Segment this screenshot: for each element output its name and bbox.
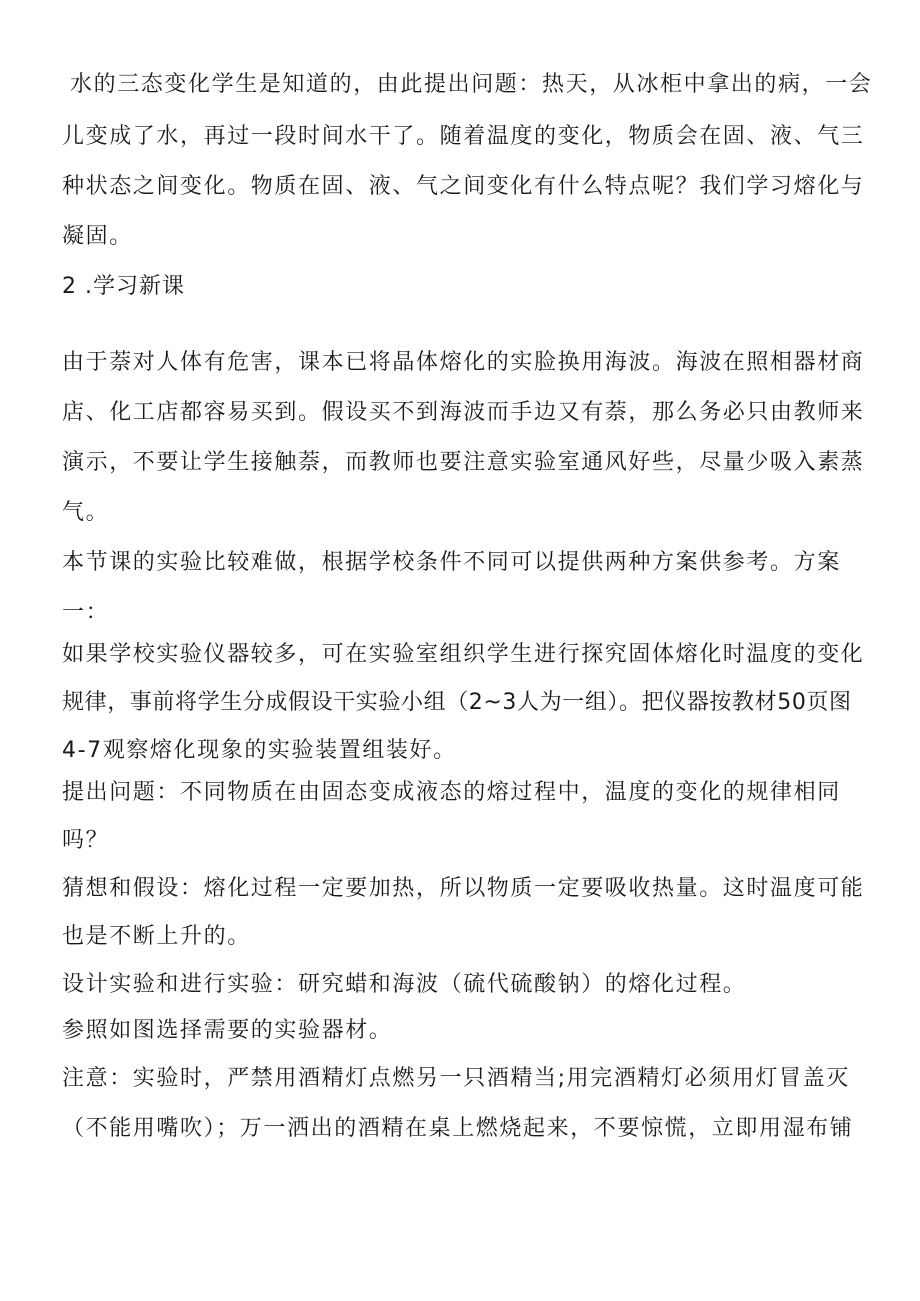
paragraph-line: 也是不断上升的。: [62, 924, 251, 949]
paragraph-line: 提出问题：不同物质在由固态变成液态的熔过程中，温度的变化的规律相同: [62, 780, 841, 805]
paragraph-line: 气。: [62, 500, 110, 525]
section-heading: 2 .学习新课: [62, 274, 185, 299]
paragraph-line: 演示，不要让学生接触萘，而教师也要注意实验室通风好些，尽量少吸入素蒸: [62, 450, 865, 475]
paragraph-line: 设计实验和进行实验：研究蜡和海波（硫代硫酸钠）的熔化过程。: [62, 972, 747, 997]
paragraph-line: 本节课的实验比较难做，根据学校条件不同可以提供两种方案供参考。方案: [62, 550, 841, 575]
paragraph-line: 猜想和假设：熔化过程一定要加热，所以物质一定要吸收热量。这时温度可能: [62, 876, 865, 901]
paragraph-line: 店、化工店都容易买到。假设买不到海波而手边又有萘，那么务必只由教师来: [62, 400, 865, 425]
paragraph-line: 由于萘对人体有危害，课本已将晶体熔化的实脸换用海波。海波在照相器材商: [62, 350, 865, 375]
paragraph-line: 一：: [62, 600, 110, 625]
paragraph-line: 凝固。: [62, 224, 133, 249]
paragraph-line: 4-7观察熔化现象的实验装置组装好。: [62, 738, 457, 763]
paragraph-line: 种状态之间变化。物质在固、液、气之间变化有什么特点呢？我们学习熔化与: [62, 174, 865, 199]
paragraph-line: 如果学校实验仪器较多，可在实验室组织学生进行探究固体熔化时温度的变化: [62, 642, 865, 667]
paragraph-line: 儿变成了水，再过一段时间水干了。随着温度的变化，物质会在固、液、气三: [62, 124, 865, 149]
paragraph-line: 注意：实验时，严禁用酒精灯点燃另一只酒精当;用完酒精灯必须用灯冒盖灭: [62, 1066, 850, 1091]
paragraph-line: 吗？: [62, 828, 110, 853]
paragraph-line: 水的三态变化学生是知道的，由此提出问题：热天，从冰柜中拿出的病，一会: [70, 72, 873, 97]
paragraph-line: 参照如图选择需要的实验器材。: [62, 1018, 393, 1043]
paragraph-line: 规律，事前将学生分成假设干实验小组（2~3人为一组）。把仪器按教材50页图: [62, 690, 852, 715]
paragraph-line: （不能用嘴吹）；万一洒出的酒精在桌上燃烧起来，不要惊慌，立即用湿布铺: [62, 1116, 854, 1141]
